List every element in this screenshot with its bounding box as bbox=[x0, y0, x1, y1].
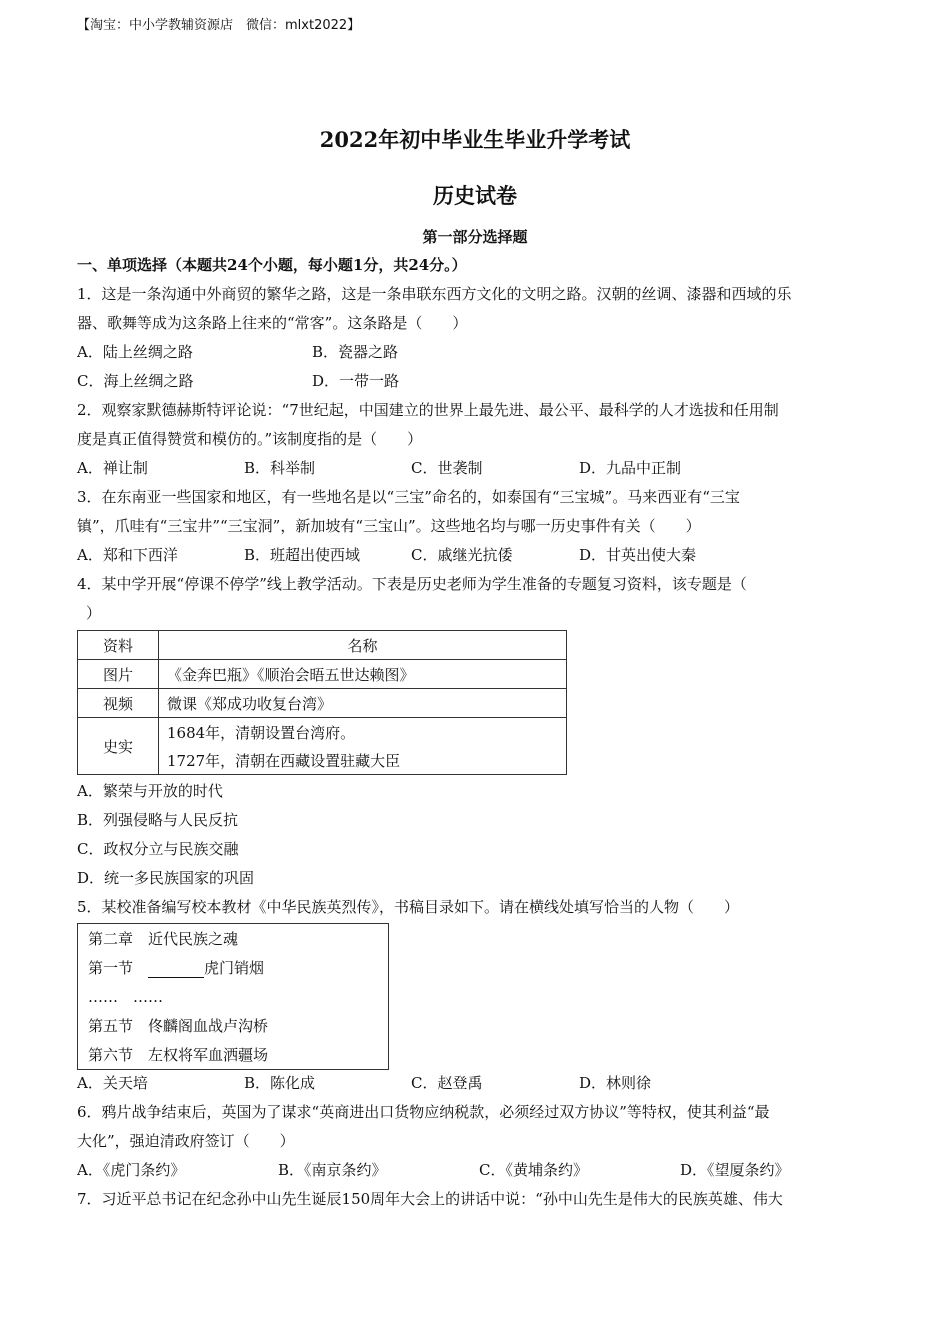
table-cell: 视频 bbox=[78, 689, 159, 718]
q3-option-c[interactable]: C．戚继光抗倭 bbox=[411, 546, 513, 564]
q5-option-c[interactable]: C．赵登禹 bbox=[411, 1074, 483, 1092]
q5-option-b[interactable]: B．陈化成 bbox=[244, 1074, 316, 1092]
exam-subtitle: 历史试卷 bbox=[433, 183, 517, 208]
q3-option-a[interactable]: A．郑和下西洋 bbox=[77, 546, 178, 564]
table-cell: 1684年，清朝设置台湾府。 bbox=[159, 718, 567, 747]
q2-option-c[interactable]: C．世袭制 bbox=[411, 459, 483, 477]
contents-section-1 bbox=[88, 958, 264, 978]
table-header-cell: 资料 bbox=[78, 631, 159, 660]
q6-stem-line1: 6．鸦片战争结束后，英国为了谋求“英商进出口货物应纳税款，必须经过双方协议”等特权，使其利益“最 bbox=[77, 1103, 770, 1121]
table-row bbox=[78, 689, 567, 718]
q2-option-b[interactable]: B．科举制 bbox=[244, 459, 316, 477]
q4-material-table bbox=[77, 630, 567, 775]
q6-option-a[interactable]: A．《虎门条约》 bbox=[77, 1161, 186, 1179]
table-cell: 史实 bbox=[78, 718, 159, 775]
contents-section-5: 第五节 佟麟阁血战卢沟桥 bbox=[88, 1017, 269, 1035]
section-heading: 一、单项选择（本题共24个小题，每小题1分，共24分。） bbox=[77, 256, 467, 274]
q6-stem-line2: 大化”，强迫清政府签订（ ） bbox=[77, 1132, 295, 1150]
q5-option-a[interactable]: A．关天培 bbox=[77, 1074, 148, 1092]
q1-stem-line1: 1．这是一条沟通中外商贸的繁华之路，这是一条串联东西方文化的文明之路。汉朝的丝调、漆器和西域的乐 bbox=[77, 285, 792, 303]
table-cell: 图片 bbox=[78, 660, 159, 689]
table-header-cell: 名称 bbox=[159, 631, 567, 660]
q6-option-b[interactable]: B．《南京条约》 bbox=[278, 1161, 387, 1179]
table-cell: 微课《郑成功收复台湾》 bbox=[159, 689, 567, 718]
q2-stem-line2: 度是真正值得赞赏和模仿的。”该制度指的是（ ） bbox=[77, 430, 423, 448]
table-row bbox=[78, 660, 567, 689]
q4-option-b[interactable]: B．列强侵略与人民反抗 bbox=[77, 811, 239, 829]
table-header-row bbox=[78, 631, 567, 660]
contents-ellipsis: …… …… bbox=[88, 988, 164, 1006]
q3-option-d[interactable]: D．甘英出使大秦 bbox=[579, 546, 697, 564]
q6-option-c[interactable]: C．《黄埔条约》 bbox=[479, 1161, 588, 1179]
fill-blank bbox=[148, 962, 204, 978]
exam-title: 2022年初中毕业生毕业升学考试 bbox=[319, 127, 631, 152]
q4-option-d[interactable]: D．统一多民族国家的巩固 bbox=[77, 869, 255, 887]
table-cell: 1727年，清朝在西藏设置驻藏大臣 bbox=[159, 746, 567, 775]
contents-section-1-suffix: 虎门销烟 bbox=[204, 959, 265, 977]
table-cell: 《金奔巴瓶》《顺治会晤五世达赖图》 bbox=[159, 660, 567, 689]
q3-stem-line1: 3．在东南亚一些国家和地区，有一些地名是以“三宝”命名的，如泰国有“三宝城”。马来西亚有“三宝 bbox=[77, 488, 740, 506]
contents-section-6: 第六节 左权将军血洒疆场 bbox=[88, 1046, 269, 1064]
contents-section-1-prefix: 第一节 bbox=[88, 959, 149, 977]
q4-stem-line1: 4．某中学开展“停课不停学”线上教学活动。下表是历史老师为学生准备的专题复习资料，该专题是（ bbox=[77, 575, 747, 593]
q5-option-d[interactable]: D．林则徐 bbox=[579, 1074, 652, 1092]
q1-stem-line2: 器、歌舞等成为这条路上往来的“常客”。这条路是（ ） bbox=[77, 314, 468, 332]
contents-chapter: 第二章 近代民族之魂 bbox=[88, 930, 239, 948]
q4-option-a[interactable]: A．繁荣与开放的时代 bbox=[77, 782, 223, 800]
q1-option-b[interactable]: B．瓷器之路 bbox=[312, 343, 399, 361]
q4-option-c[interactable]: C．政权分立与民族交融 bbox=[77, 840, 239, 858]
q3-option-b[interactable]: B．班超出使西域 bbox=[244, 546, 361, 564]
part-title: 第一部分选择题 bbox=[422, 228, 528, 246]
q1-option-d[interactable]: D．一带一路 bbox=[312, 372, 400, 390]
q7-stem-line1: 7．习近平总书记在纪念孙中山先生诞辰150周年大会上的讲话中说：“孙中山先生是伟大的民族英雄、伟大 bbox=[77, 1190, 783, 1208]
q2-stem-line1: 2．观察家默德赫斯特评论说：“7世纪起，中国建立的世界上最先进、最公平、最科学的人才选拔和任用制 bbox=[77, 401, 779, 419]
q5-stem-line1: 5．某校准备编写校本教材《中华民族英烈传》，书稿目录如下。请在横线处填写恰当的人物（ ） bbox=[77, 898, 740, 916]
q1-option-a[interactable]: A．陆上丝绸之路 bbox=[77, 343, 193, 361]
q6-option-d[interactable]: D．《望厦条约》 bbox=[680, 1161, 790, 1179]
q5-contents-box bbox=[77, 923, 389, 1070]
q4-stem-line2: ） bbox=[86, 604, 102, 622]
q3-stem-line2: 镇”，爪哇有“三宝井”“三宝洞”，新加坡有“三宝山”。这些地名均与哪一历史事件有关（ ） bbox=[77, 517, 701, 535]
q2-option-d[interactable]: D．九品中正制 bbox=[579, 459, 682, 477]
watermark-text: 【淘宝：中小学教辅资源店 微信：mlxt2022】 bbox=[77, 18, 361, 33]
q1-option-c[interactable]: C．海上丝绸之路 bbox=[77, 372, 194, 390]
table-row bbox=[78, 718, 567, 747]
q2-option-a[interactable]: A．禅让制 bbox=[77, 459, 148, 477]
